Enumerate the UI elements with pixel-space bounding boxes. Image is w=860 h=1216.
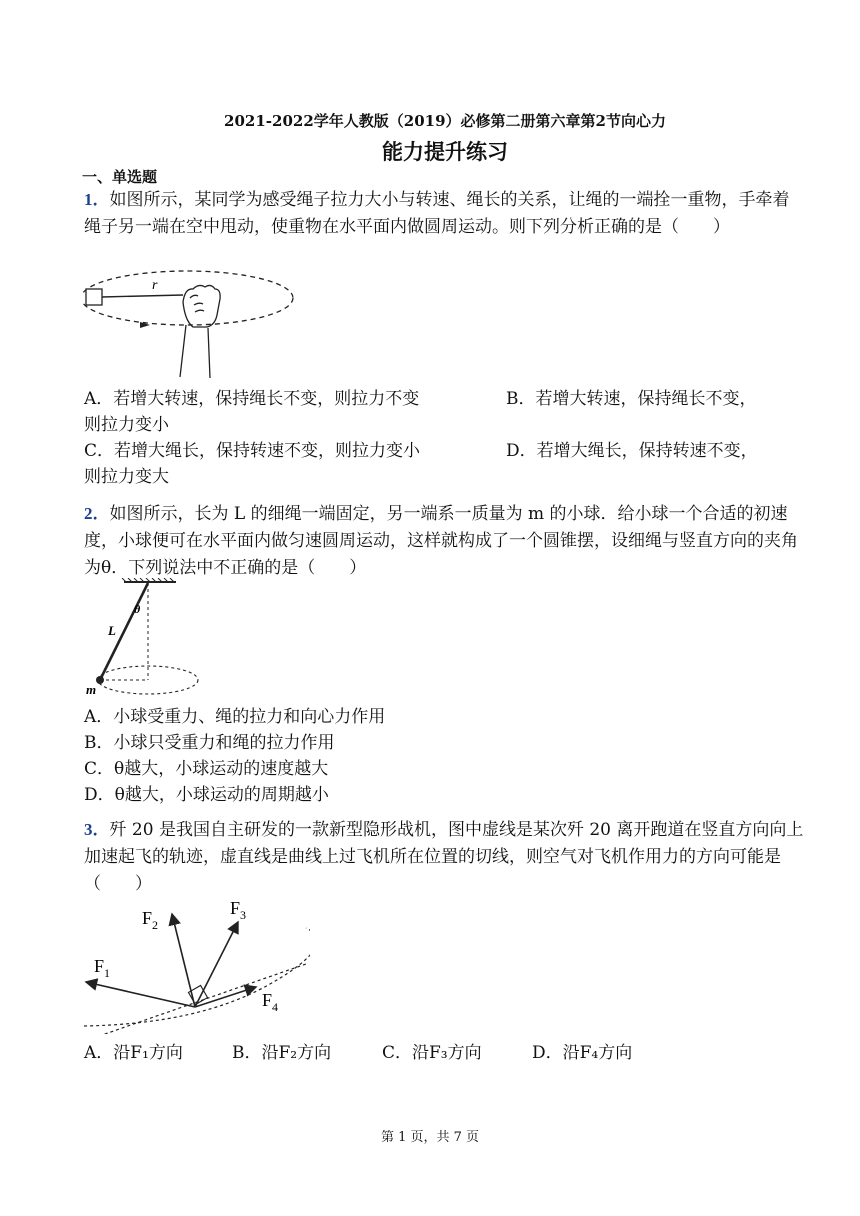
force-f2-arrow [172, 914, 195, 1007]
question-1-number: 1． [84, 190, 110, 209]
question-3-text: 歼 20 是我国自主研发的一款新型隐形战机，图中虚线是某次歼 20 离开跑道在竖直方向向上加速起飞的轨迹，虚直线是曲线上过飞机所在位置的切线，则空气对飞机作用力的方向可能是（ ） [84, 820, 804, 894]
theta-label: θ [134, 602, 141, 616]
question-2-number: 2． [84, 504, 110, 523]
question-2-option-d: D．θ越大，小球运动的周期越小 [84, 785, 329, 805]
question-1-option-d-cont: 则拉力变大 [84, 467, 169, 487]
question-2-option-b: B．小球只受重力和绳的拉力作用 [84, 733, 335, 753]
question-3-figure [80, 894, 310, 1034]
weight-object [86, 289, 102, 305]
question-1-stem [84, 186, 804, 241]
f1-label: $F_1$ [94, 956, 111, 980]
question-2-option-c: C．θ越大，小球运动的速度越大 [84, 759, 329, 779]
question-3-option-a: A．沿F₁方向 [84, 1043, 183, 1063]
question-2-stem [84, 500, 804, 582]
radius-label: r [152, 278, 158, 293]
question-2-option-a: A．小球受重力、绳的拉力和向心力作用 [84, 707, 386, 727]
question-1-option-d: D．若增大绳长，保持转速不变， [506, 441, 758, 461]
question-1-option-b: B．若增大转速，保持绳长不变， [506, 389, 757, 409]
question-1-text: 如图所示，某同学为感受绳子拉力大小与转速、绳长的关系，让绳的一端拴一重物，手牵着绳子另一端在空中甩动，使重物在水平面内做圆周运动。则下列分析正确的是（ ） [84, 190, 790, 237]
length-label: L [108, 623, 116, 638]
question-1-option-a: A．若增大转速，保持绳长不变，则拉力不变 [84, 389, 420, 409]
f3-label: $F_3$ [230, 898, 247, 922]
question-1-figure [82, 262, 297, 380]
f4-label: $F_4$ [262, 990, 279, 1014]
tangent-line [82, 964, 306, 1034]
document-title: 2021-2022学年人教版（2019）必修第二册第六章第2节向心力 [224, 112, 666, 130]
document-subtitle: 能力提升练习 [382, 139, 508, 164]
question-3-number: 3． [84, 820, 110, 839]
mass-label: m [86, 682, 97, 697]
section-heading: 一、单选题 [82, 168, 158, 186]
force-f1-arrow [86, 982, 195, 1007]
f2-label: $F_2$ [142, 908, 159, 932]
question-1-option-c: C．若增大绳长，保持转速不变，则拉力变小 [84, 441, 421, 461]
question-2-figure [84, 578, 204, 698]
ball [96, 676, 104, 684]
question-1-option-b-cont: 则拉力变小 [84, 415, 169, 435]
question-3-option-b: B．沿F₂方向 [232, 1043, 332, 1063]
question-3-stem [84, 816, 804, 898]
hand-drawing [180, 285, 220, 378]
question-2-text: 如图所示，长为 L 的细绳一端固定，另一端系一质量为 m 的小球．给小球一个合适的初速度，小球便可在水平面内做匀速圆周运动，这样就构成了一个圆锥摆，设细绳与竖直方向的夹角为θ．下列说法中不正确的是（ ） [84, 504, 798, 578]
question-3-option-c: C．沿F₃方向 [382, 1043, 482, 1063]
circular-path [82, 271, 293, 325]
question-3-option-d: D．沿F₄方向 [532, 1043, 633, 1063]
rope-line [102, 295, 183, 297]
page-footer: 第 1 页，共 7 页 [380, 1130, 480, 1145]
